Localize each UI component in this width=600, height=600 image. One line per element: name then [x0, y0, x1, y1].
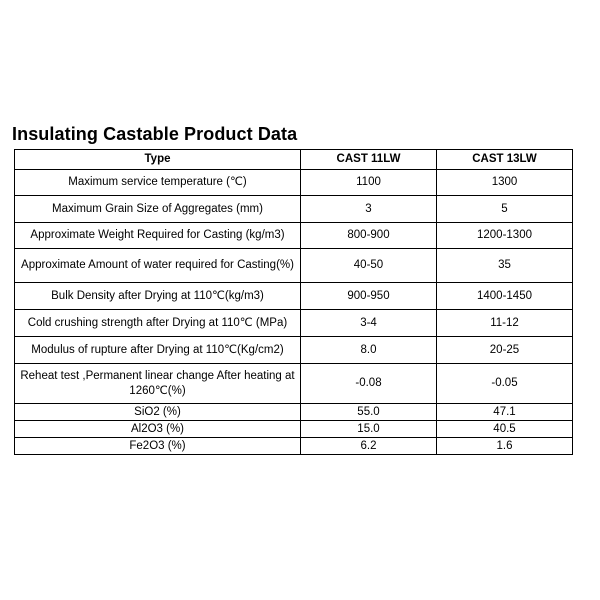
table-row-max-service-temperature	[15, 170, 573, 196]
cast-13lw-value: -0.05	[437, 364, 573, 404]
cast-11lw-value: -0.08	[301, 364, 437, 404]
table-row-reheat-test	[15, 364, 573, 404]
cast-11lw-value: 3-4	[301, 310, 437, 337]
table-header-row	[15, 150, 573, 170]
row-label: Reheat test ,Permanent linear change After heating at 1260℃(%)	[15, 364, 301, 404]
product-data-table	[14, 149, 573, 455]
cast-11lw-value: 900-950	[301, 283, 437, 310]
table-row-bulk-density	[15, 283, 573, 310]
cast-13lw-value: 1300	[437, 170, 573, 196]
page-title: Insulating Castable Product Data	[12, 124, 298, 144]
row-label: Approximate Weight Required for Casting (kg/m3)	[15, 223, 301, 249]
cast-13lw-value: 35	[437, 249, 573, 283]
table-body	[15, 170, 573, 455]
cast-13lw-value: 11-12	[437, 310, 573, 337]
table-row-modulus-of-rupture	[15, 337, 573, 364]
cast-11lw-value: 800-900	[301, 223, 437, 249]
table-row-al2o3	[15, 421, 573, 438]
row-label: Al2O3 (%)	[15, 421, 301, 438]
cast-13lw-value: 47.1	[437, 404, 573, 421]
cast-11lw-value: 40-50	[301, 249, 437, 283]
table-row-cold-crushing-strength	[15, 310, 573, 337]
column-header-cast-11lw: CAST 11LW	[301, 150, 437, 170]
cast-11lw-value: 1100	[301, 170, 437, 196]
cast-11lw-value: 8.0	[301, 337, 437, 364]
cast-13lw-value: 40.5	[437, 421, 573, 438]
cast-11lw-value: 6.2	[301, 438, 437, 455]
row-label: Modulus of rupture after Drying at 110℃(Kg/cm2)	[15, 337, 301, 364]
table-row-water-required-casting	[15, 249, 573, 283]
table-row-sio2	[15, 404, 573, 421]
row-label: SiO2 (%)	[15, 404, 301, 421]
cast-13lw-value: 5	[437, 196, 573, 223]
table-row-weight-required-casting	[15, 223, 573, 249]
row-label: Fe2O3 (%)	[15, 438, 301, 455]
row-label: Cold crushing strength after Drying at 110℃ (MPa)	[15, 310, 301, 337]
column-header-cast-13lw: CAST 13LW	[437, 150, 573, 170]
row-label: Bulk Density after Drying at 110℃(kg/m3)	[15, 283, 301, 310]
cast-13lw-value: 1200-1300	[437, 223, 573, 249]
cast-11lw-value: 15.0	[301, 421, 437, 438]
table-row-fe2o3	[15, 438, 573, 455]
cast-13lw-value: 1.6	[437, 438, 573, 455]
row-label: Maximum service temperature (℃)	[15, 170, 301, 196]
row-label: Approximate Amount of water required for Casting(%)	[15, 249, 301, 283]
cast-13lw-value: 20-25	[437, 337, 573, 364]
table-row-max-grain-size	[15, 196, 573, 223]
cast-11lw-value: 55.0	[301, 404, 437, 421]
cast-11lw-value: 3	[301, 196, 437, 223]
row-label: Maximum Grain Size of Aggregates (mm)	[15, 196, 301, 223]
column-header-type: Type	[15, 150, 301, 170]
cast-13lw-value: 1400-1450	[437, 283, 573, 310]
